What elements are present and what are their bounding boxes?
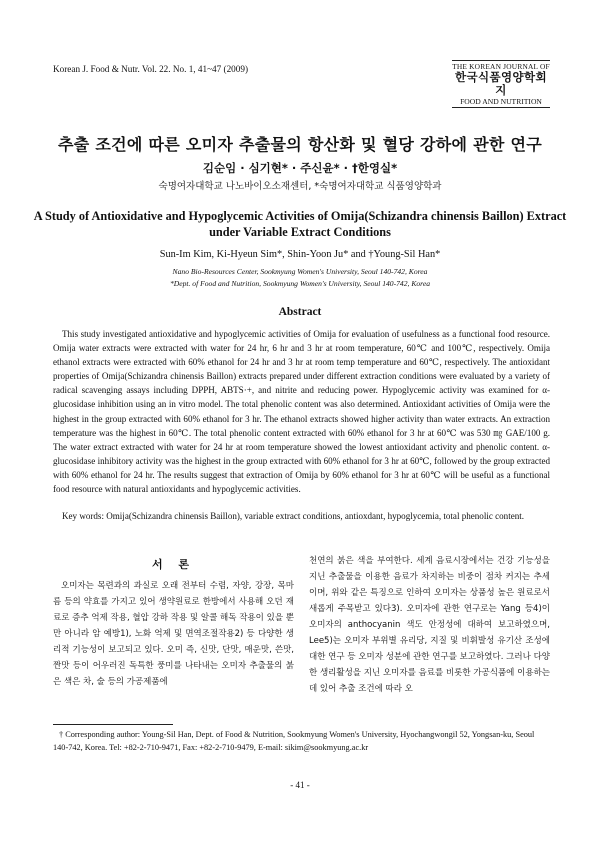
authors-korean: 김순임 · 심기현* · 주신윤* · †한영실*	[202, 161, 398, 175]
journal-name-korean: 한국식품영양학회지	[454, 70, 548, 97]
corresponding-author-footnote: † Corresponding author: Young-Sil Han, Dept. of Food & Nutrition, Sookmyung Women's University, Hyochangwongil 52, Yongsan-ku, Seoul 140-742, Korea. Tel: +82-2-710-9471, Fax: +82-2-710-9479, E-mail: sikim@sookmyung.ac.kr	[53, 730, 535, 752]
affiliation-english	[0, 266, 600, 290]
intro-left-column: 오미자는 목련과의 과실로 오래 전부터 수렴, 자양, 강장, 목마름 등의 약효를 가지고 있어 생약원료로 한방에서 사용해 오던 재료로 증추 억제 작용, 혈압 강하 작용 및 알콜 해독 작용이 있을 뿐만 아니라 암 예방1), 노화 억제 및 면역조절작용2) 등 다양한 생리적 기능성이 보고되고 있다. 오미 즉, 신맛, 단맛, 매운맛, 쓴맛, 짠맛 등이 어우러진 독특한 풍미를 나타내는 오미자 추출물의 붉은 색은 차, 술 등의 가공제품에	[53, 581, 294, 687]
journal-logo-box	[452, 60, 550, 108]
journal-name-bottom: FOOD AND NUTRITION	[460, 97, 542, 106]
keywords: Key words: Omija(Schizandra chinensis Baillon), variable extract conditions, antioxdant, hypoglycemia, total phenolic content.	[62, 511, 525, 521]
affiliation-english-2: *Dept. of Food and Nutrition, Sookmyung Women's University, Seoul 140-742, Korea	[169, 279, 431, 288]
intro-right-column: 천연의 붉은 색을 부여한다. 세계 음료시장에서는 건강 기능성을 지닌 추출물을 이용한 음료가 차지하는 비중이 점차 커지는 추세이며, 위와 같은 특징으로 인하여 오미자는 상품성 높은 원료로서 새롭게 주목받고 있다3). 오미자에 관한 연구로는 Yang 등4)이 오미자의 anthocyanin 색도 안정성에 대하여 보고하였으며, Lee5)는 오미자 부위별 유리당, 지질 및 비휘발성 유기산 조성에 대한 연구 등 오미자 성분에 관한 연구를 보고하였다. 그러나 다양한 생리활성을 지닌 오미자를 음료를 비롯한 가공식품에 이용하는데 있어 추출 조건에 따라 오	[309, 556, 550, 694]
affiliation-english-1: Nano Bio-Resources Center, Sookmyung Women's University, Seoul 140-742, Korea	[172, 267, 428, 276]
title-korean: 추출 조건에 따른 오미자 추출물의 항산화 및 혈당 강하에 관한 연구	[57, 135, 543, 154]
authors-english: Sun-Im Kim, Ki-Hyeun Sim*, Shin-Yoon Ju* and †Young-Sil Han*	[159, 249, 441, 260]
section-heading-introduction: 서 론	[151, 558, 196, 571]
affiliation-korean: 숙명여자대학교 나노바이오소재센터, *숙명여자대학교 식품영양학과	[158, 181, 442, 192]
title-english: A Study of Antioxidative and Hypoglycemic Activities of Omija(Schizandra chinensis Baillon) Extract under Variable Extract Conditions	[33, 209, 567, 239]
page-number: - 41 -	[290, 780, 310, 790]
footnote-rule	[53, 724, 173, 725]
journal-citation: Korean J. Food & Nutr. Vol. 22. No. 1, 41~47 (2009)	[53, 64, 249, 74]
abstract-heading: Abstract	[278, 306, 322, 318]
abstract-text: This study investigated antioxidative and hypoglycemic activities of Omija for evaluation of usefulness as a functional food resource. Omija water extracts were extracted with water for 24 hr, 6 hr and 3 hr at room temperature, 60℃ and 100℃, respectively. Omija ethanol extracts were extracted with 60% ethanol for 24 hr and 3 hr at room temp temperature and 60℃, respectively. The antioxidant properties of Omija(Schizandra chinensis Baillon) extracts prepared under different extraction conditions were evaluated by a variety of radical scavenging assays including DPPH, ABTS·+, and nitrite and reducing power. Hypoglycemic activity was examined for α-glucosidase inhibition using an in vitro model. The total phenolic content was also determined. Antioxidant activities of Omija were the highest in the group extracted with 60% ethanol for 3 hr. The ethanol extracts showed higher activity than water extracts. An extraction temperature was the highest in 60℃. The total phenolic content extracted with 60% ethanol for 3 hr at 60℃ was 530 ㎎ GAE/100 g. The water extract extracted with water for 24 hr at room temperature showed the lowest antioxidant activity and phenolic content. α-glucosidase inhibitory activity was the highest in the group extracted with 60% ethanol for 3 hr at 60℃, followed by the group extracted with 60% ethanol for 24 hr. The results suggest that extraction of Omija by 60% ethanol for 3 hr at 60℃ will be useful as a functional food resource with natural antioxidants and hypoglycemic activities.	[53, 329, 550, 495]
journal-name-top: THE KOREAN JOURNAL OF	[452, 62, 550, 71]
